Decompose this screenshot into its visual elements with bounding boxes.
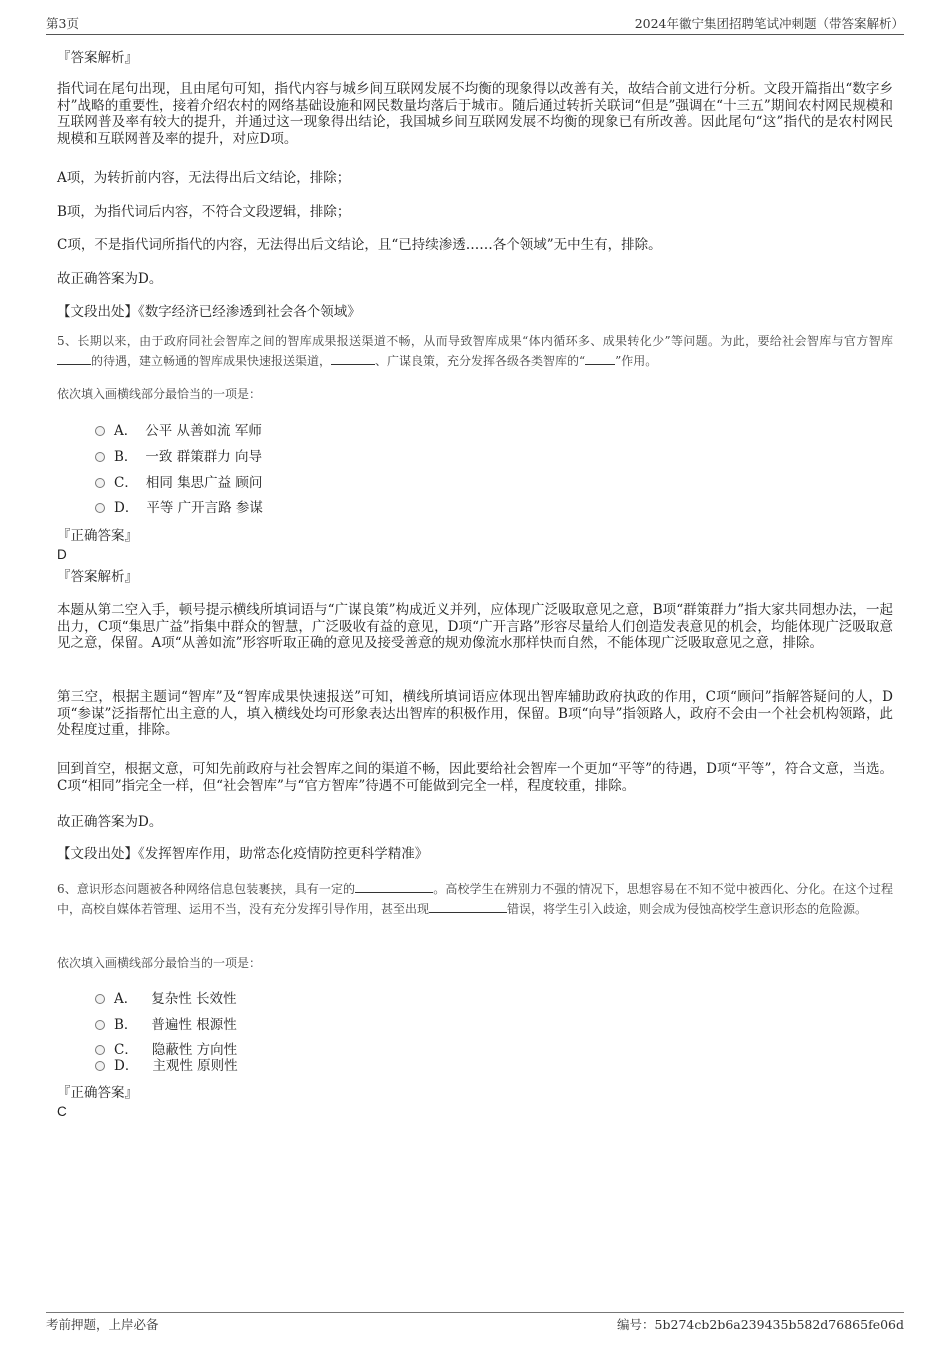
q5-option-d[interactable]: D． 平等 广开言路 参谋	[95, 499, 263, 517]
q5-option-c[interactable]: C． 相同 集思广益 顾问	[95, 474, 262, 492]
q4-analysis-paragraph: 指代词在尾句出现，且由尾句可知，指代内容与城乡间互联网发展不均衡的现象得以改善有关，故结合前文进行分析。文段开篇指出“数字乡村”战略的重要性，接着介绍农村的网络基础设施和网民数量均落后于城市。随后通过转折关联词“但是”强调在“十三五”期间农村网民规模和互联网普及率有较大的提升，并通过这一现象得出结论，我国城乡间互联网发展不均衡的现象已有所改善。因此尾句“这”指代的是农村网民规模和互联网普及率的提升，对应D项。	[57, 81, 893, 147]
q4-conclusion: 故正确答案为D。	[57, 271, 163, 287]
q6-option-a[interactable]: A． 复杂性 长效性	[95, 990, 237, 1008]
q5-stem-part-a: 5、长期以来，由于政府同社会智库之间的智库成果报送渠道不畅，从而导致智库成果“体内循环多、成果转化少”等问题。为此，要给社会智库与官方智库	[57, 334, 893, 348]
q6-option-d[interactable]: D． 主观性 原则性	[95, 1057, 238, 1075]
footer-code: 编号：5b274cb2b6a239435b582d76865fe06d	[617, 1317, 904, 1332]
q6-prompt: 依次填入画横线部分最恰当的一项是：	[57, 956, 262, 970]
q5-blank-1	[57, 351, 91, 365]
q5-source: 【文段出处】《发挥智库作用，助常态化疫情防控更科学精准》	[57, 846, 429, 862]
q5-blank-2	[331, 351, 375, 365]
q6-option-c[interactable]: C． 隐蔽性 方向性	[95, 1041, 237, 1059]
q5-analysis-paragraph-3: 回到首空，根据文意，可知先前政府与社会智库之间的渠道不畅，因此要给社会智库一个更加“平等”的待遇，D项“平等”，符合文意，当选。C项“相同”指完全一样，但“社会智库”与“官方智库”待遇不可能做到完全一样，程度较重，排除。	[57, 761, 893, 794]
q6-option-b[interactable]: B． 普遍性 根源性	[95, 1016, 237, 1034]
q5-option-a[interactable]: A． 公平 从善如流 军师	[95, 422, 262, 440]
q6-blank-1	[355, 879, 433, 893]
page-header	[46, 14, 904, 35]
radio-icon[interactable]	[95, 1020, 105, 1030]
radio-icon[interactable]	[95, 478, 105, 488]
q5-analysis-paragraph-2: 第三空，根据主题词“智库”及“智库成果快速报送”可知，横线所填词语应体现出智库辅助政府执政的作用，C项“顾问”指解答疑问的人，D项“参谋”泛指帮忙出主意的人，填入横线处均可形象表达出智库的积极作用，保留。B项“向导”指领路人，政府不会由一个社会机构领路，此处程度过重，排除。	[57, 689, 893, 738]
q5-conclusion: 故正确答案为D。	[57, 814, 163, 830]
radio-icon[interactable]	[95, 1045, 105, 1055]
q6-blank-2	[429, 899, 507, 913]
q5-analysis-label: 『答案解析』	[57, 569, 138, 585]
q4-analysis-label: 『答案解析』	[57, 50, 138, 66]
q5-prompt: 依次填入画横线部分最恰当的一项是：	[57, 387, 262, 401]
q6-stem-part-a: 6、意识形态问题被各种网络信息包装裹挟，具有一定的	[57, 882, 356, 896]
q5-analysis-paragraph-1: 本题从第二空入手，顿号提示横线所填词语与“广谋良策”构成近义并列，应体现广泛吸取意见之意，B项“群策群力”指大家共同想办法，一起出力，C项“集思广益”指集中群众的智慧，广泛吸收有益的意见，D项“广开言路”形容尽量给人们创造发表意见的机会，均能体现广泛吸取意见之意，保留。A项“从善如流”形容听取正确的意见及接受善意的规劝像流水那样快而自然，不能体现广泛吸取意见之意，排除。	[57, 602, 893, 651]
q4-analysis-option-c: C项，不是指代词所指代的内容，无法得出后文结论，且“已持续渗透……各个领域”无中生有，排除。	[57, 237, 662, 253]
footer-slogan: 考前押题，上岸必备	[46, 1317, 159, 1332]
radio-icon[interactable]	[95, 994, 105, 1004]
q5-answer: D	[57, 547, 67, 562]
q6-answer: C	[57, 1104, 67, 1119]
q5-stem-part-d: ”作用。	[615, 354, 658, 368]
q6-stem	[57, 879, 893, 919]
q5-answer-label: 『正确答案』	[57, 528, 138, 544]
q5-blank-3	[585, 351, 615, 365]
q6-stem-part-c: 错误，将学生引入歧途，则会成为侵蚀高校学生意识形态的危险源。	[507, 902, 868, 916]
q5-stem	[57, 331, 893, 371]
radio-icon[interactable]	[95, 503, 105, 513]
document-title: 2024年徽宁集团招聘笔试冲刺题（带答案解析）	[634, 16, 904, 31]
q6-answer-label: 『正确答案』	[57, 1085, 138, 1101]
q4-analysis-option-a: A项，为转折前内容，无法得出后文结论，排除；	[57, 170, 351, 186]
radio-icon[interactable]	[95, 452, 105, 462]
page-number: 第3页	[46, 16, 79, 31]
q4-source: 【文段出处】《数字经济已经渗透到社会各个领域》	[57, 304, 361, 320]
page-footer	[46, 1312, 904, 1335]
q5-option-b[interactable]: B． 一致 群策群力 向导	[95, 448, 262, 466]
q4-analysis-option-b: B项，为指代词后内容，不符合文段逻辑，排除；	[57, 204, 351, 220]
q5-stem-part-c: 、广谋良策，充分发挥各级各类智库的“	[375, 354, 586, 368]
q5-stem-part-b: 的待遇，建立畅通的智库成果快速报送渠道，	[91, 354, 332, 368]
q6-stem-part-b: 。高校学生在辨别力不强的情况下，思想容易在不知不觉中被西化、分化。在这个过程中，高校自媒体若管理、运用不当，没有充分发挥引导作用，甚至出现	[57, 882, 893, 916]
radio-icon[interactable]	[95, 1061, 105, 1071]
radio-icon[interactable]	[95, 426, 105, 436]
